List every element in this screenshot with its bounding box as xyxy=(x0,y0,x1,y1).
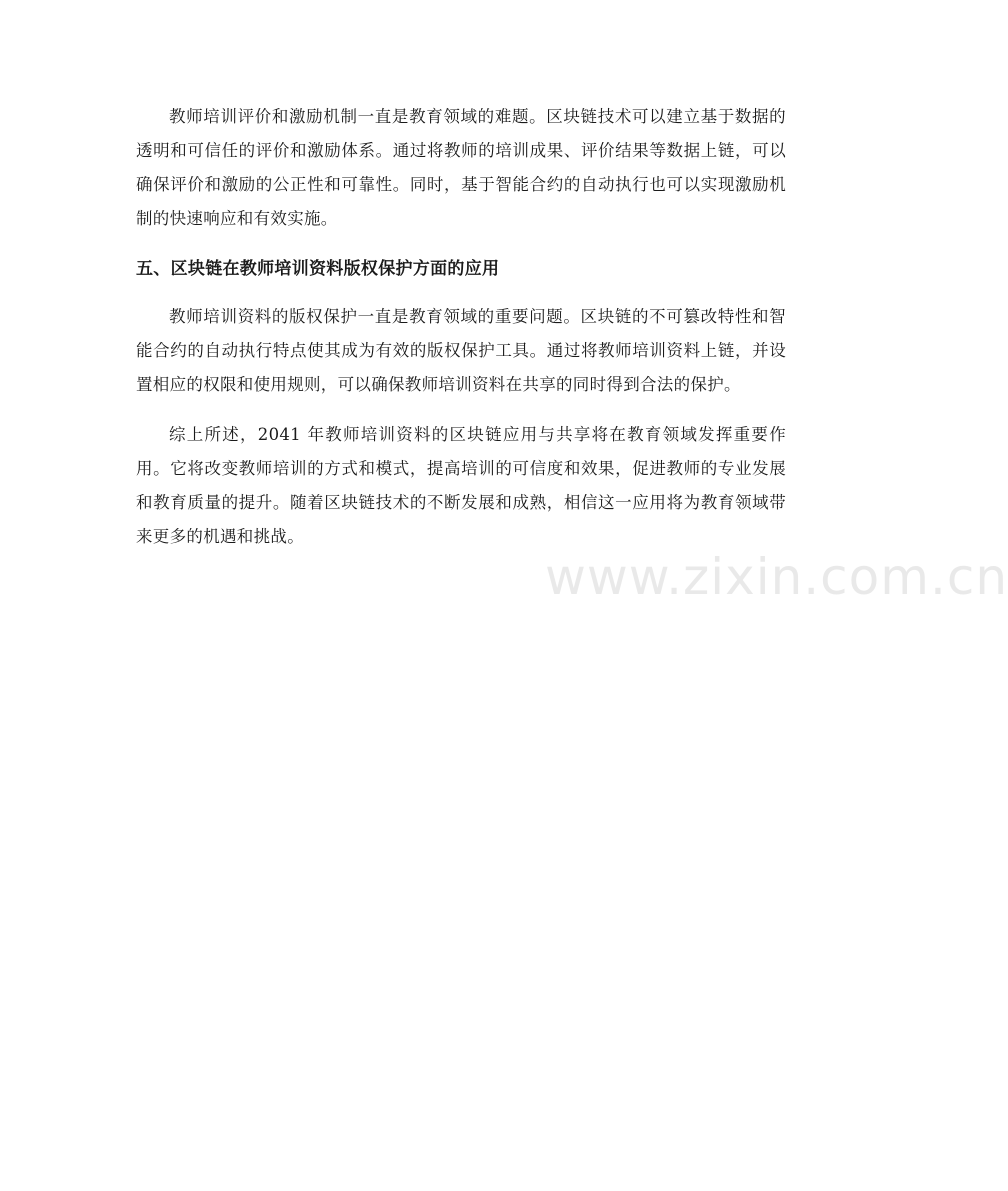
watermark-text: www.zixin.com.cn xyxy=(545,548,1008,606)
paragraph-gap xyxy=(136,402,786,418)
paragraph-gap xyxy=(136,236,786,252)
paragraph-copyright-protection: 教师培训资料的版权保护一直是教育领域的重要问题。区块链的不可篡改特性和智能合约的自动执行特点使其成为有效的版权保护工具。通过将教师培训资料上链，并设置相应的权限和使用规则，可以确保教师培训资料在共享的同时得到合法的保护。 xyxy=(136,307,786,394)
paragraph-incentive-mechanism: 教师培训评价和激励机制一直是教育领域的难题。区块链技术可以建立基于数据的透明和可信任的评价和激励体系。通过将教师的培训成果、评价结果等数据上链，可以确保评价和激励的公正性和可靠性。同时，基于智能合约的自动执行也可以实现激励机制的快速响应和有效实施。 xyxy=(136,107,786,228)
document-body xyxy=(136,100,786,554)
section-heading-copyright: 五、区块链在教师培训资料版权保护方面的应用 xyxy=(136,259,500,279)
paragraph-conclusion: 综上所述，2041 年教师培训资料的区块链应用与共享将在教育领域发挥重要作用。它将改变教师培训的方式和模式，提高培训的可信度和效果，促进教师的专业发展和教育质量的提升。随着区块链技术的不断发展和成熟，相信这一应用将为教育领域带来更多的机遇和挑战。 xyxy=(136,425,786,546)
